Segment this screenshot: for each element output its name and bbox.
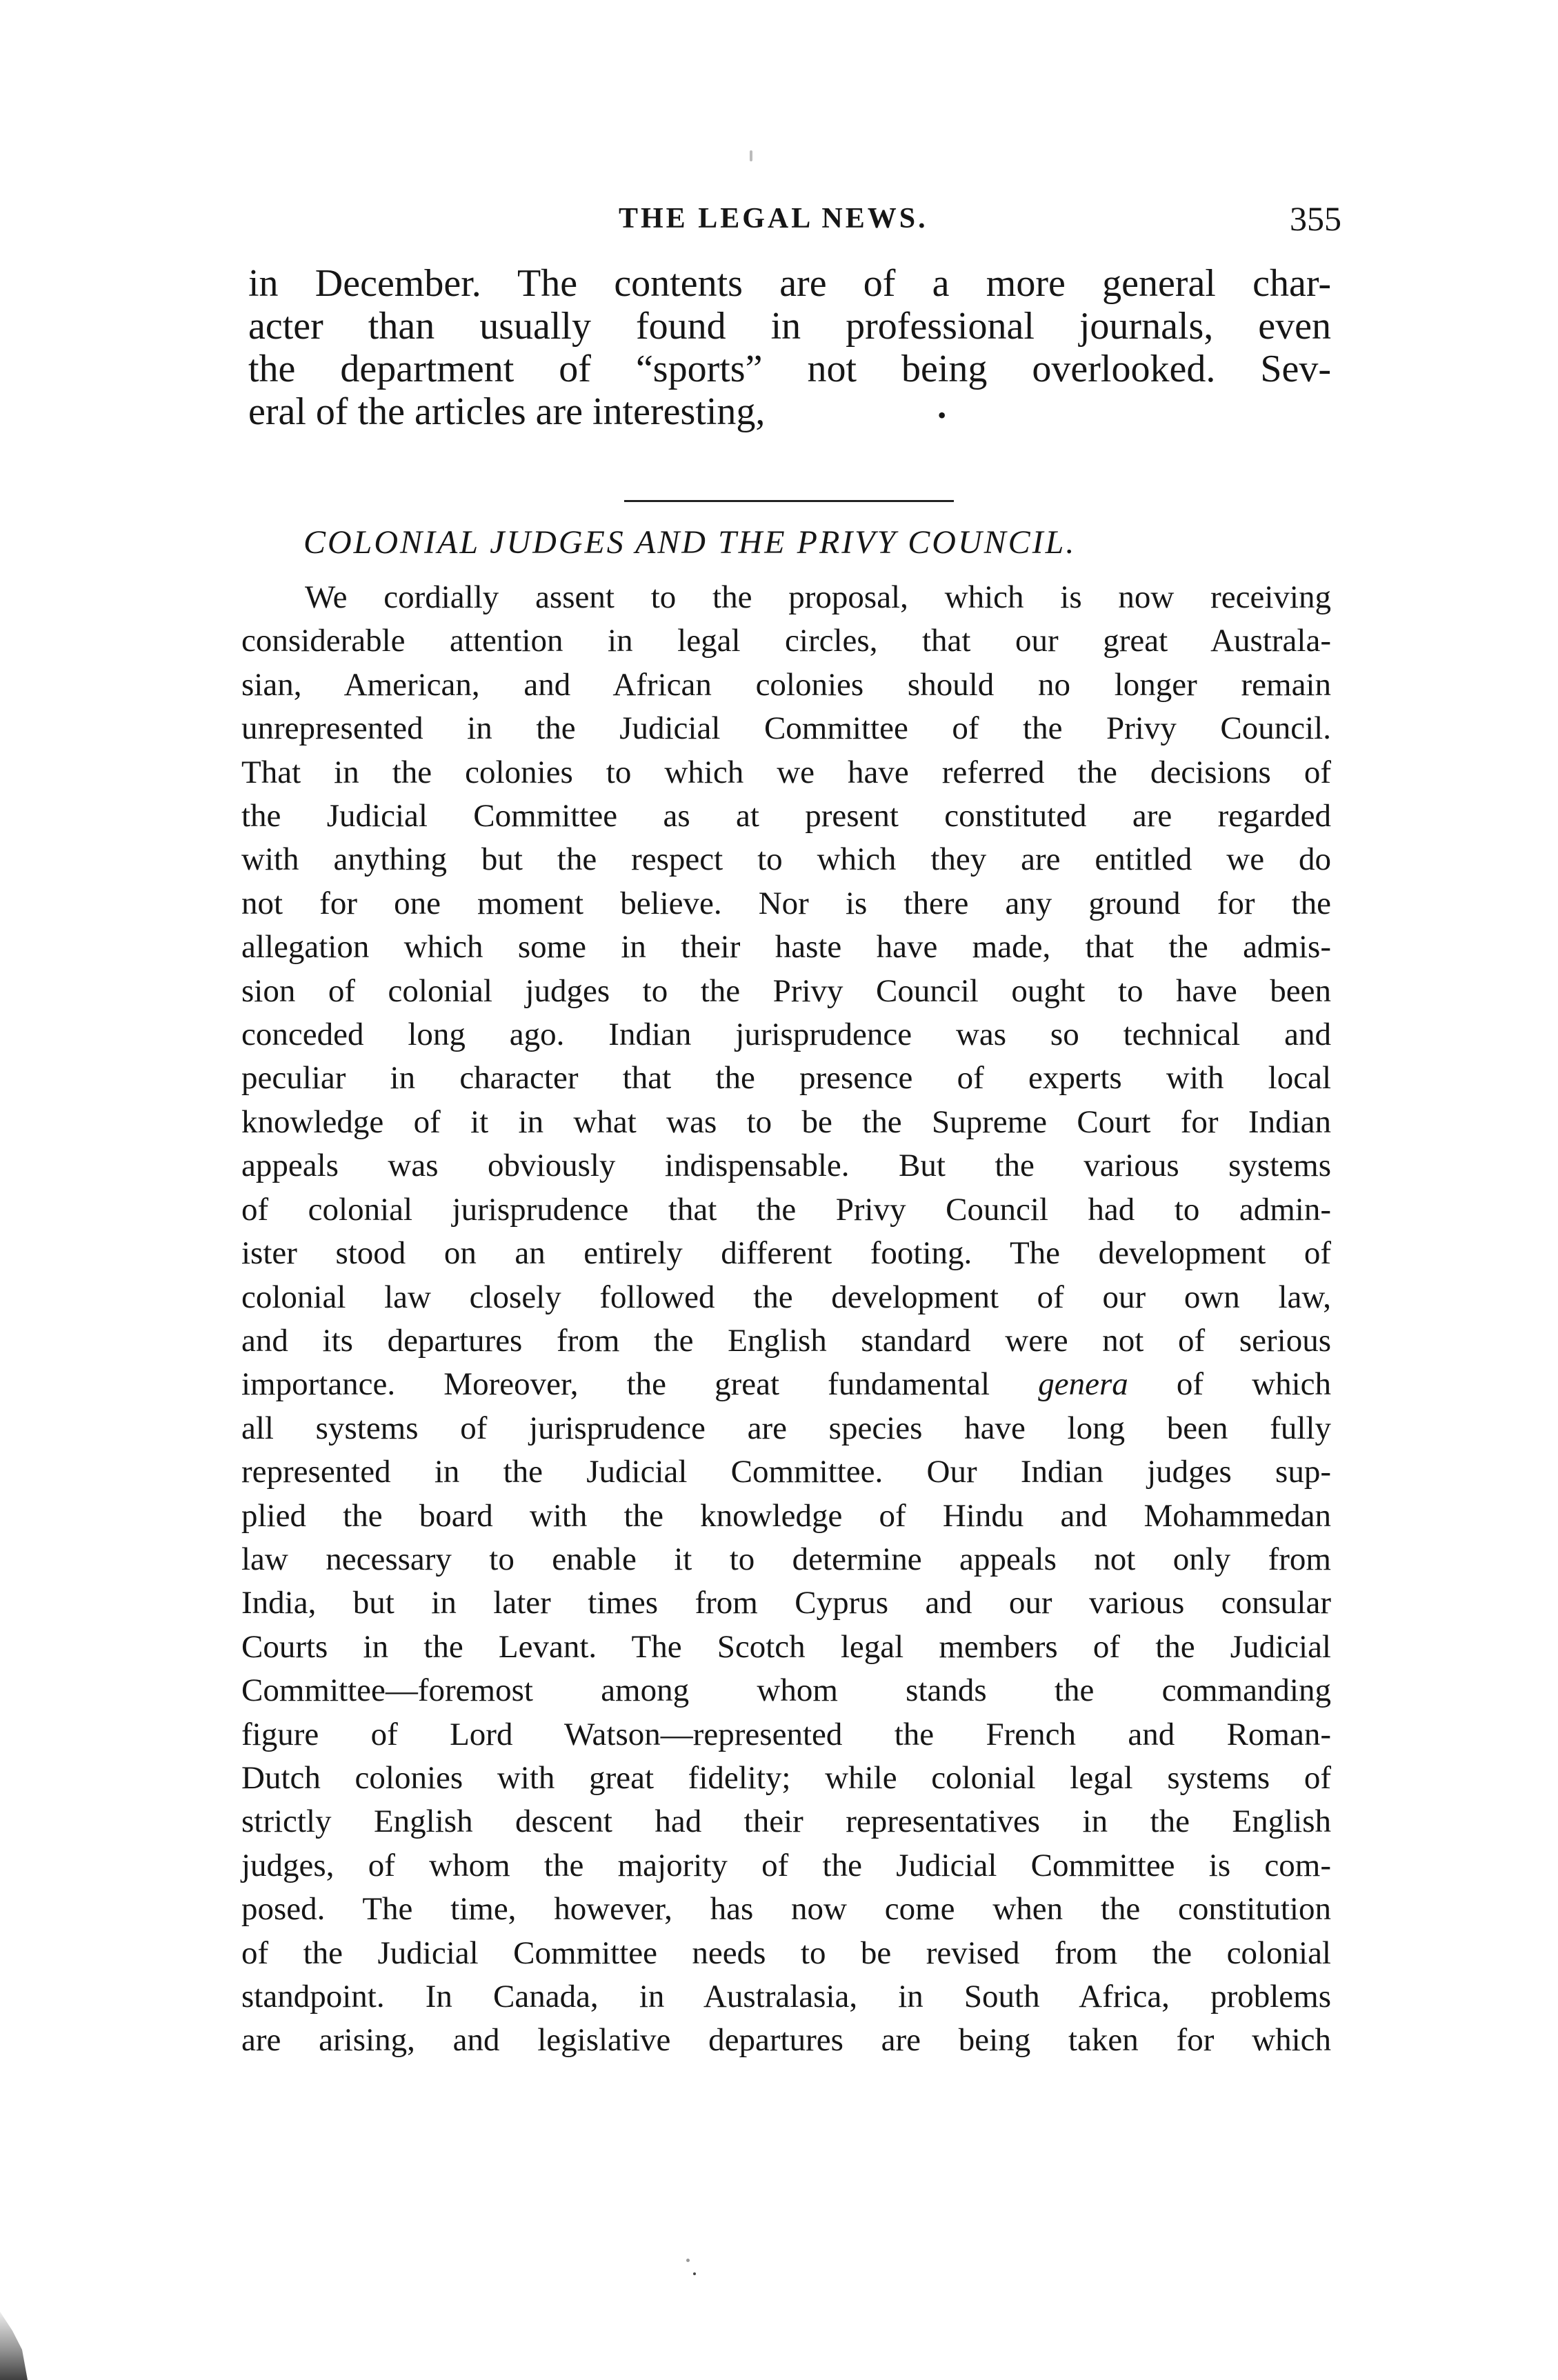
scan-edge-mark <box>0 2304 28 2380</box>
text-line: all systems of jurisprudence are species have long been fully <box>241 1410 1331 1446</box>
text-line: considerable attention in legal circles, that our great Australa- <box>241 623 1331 659</box>
scan-speck <box>693 2272 696 2275</box>
text-line: sion of colonial judges to the Privy Council ought to have been <box>241 972 1331 1009</box>
text-line: That in the colonies to which we have referred the decisions of <box>241 754 1331 790</box>
page-number: 355 <box>1290 199 1341 238</box>
text-line: Dutch colonies with great fidelity; while colonial legal systems of <box>241 1759 1331 1796</box>
text-line: of the Judicial Committee needs to be revised from the colonial <box>241 1934 1331 1971</box>
page-header <box>245 194 1341 243</box>
text-line: and its departures from the English standard were not of serious <box>241 1322 1331 1359</box>
text-line: allegation which some in their haste have made, that the admis- <box>241 929 1331 966</box>
text-line <box>241 1363 1331 1406</box>
text-line: Courts in the Levant. The Scotch legal members of the Judicial <box>241 1628 1331 1665</box>
text-line: judges, of whom the majority of the Judicial Committee is com- <box>241 1847 1331 1883</box>
intro-paragraph <box>248 262 1331 437</box>
text-line: We cordially assent to the proposal, which is now receiving <box>305 579 1331 615</box>
text-line: with anything but the respect to which they are entitled we do <box>241 841 1331 878</box>
text-line: knowledge of it in what was to be the Supreme Court for Indian <box>241 1103 1331 1140</box>
text-line: colonial law closely followed the development of our own law, <box>241 1279 1331 1315</box>
text-line: plied the board with the knowledge of Hindu and Mohammedan <box>241 1497 1331 1534</box>
text-line: represented in the Judicial Committee. Our Indian judges sup- <box>241 1454 1331 1490</box>
text-line: appeals was obviously indispensable. But the various systems <box>241 1148 1331 1184</box>
text-line: are arising, and legislative departures are being taken for which <box>241 2022 1331 2059</box>
text-line: of colonial jurisprudence that the Privy Council had to admin- <box>241 1191 1331 1228</box>
scan-speck <box>750 150 752 161</box>
text-line: the Judicial Committee as at present constituted are regarded <box>241 798 1331 834</box>
text-line: in December. The contents are of a more general char- <box>248 262 1331 305</box>
text-line <box>248 390 1331 437</box>
article-body <box>241 576 1331 2063</box>
text-line: law necessary to enable it to determine appeals not only from <box>241 1541 1331 1577</box>
section-divider <box>624 500 954 502</box>
running-title: THE LEGAL NEWS. <box>619 203 928 234</box>
text-line: unrepresented in the Judicial Committee of the Privy Council. <box>241 710 1331 747</box>
text-line: not for one moment believe. Nor is there any ground for the <box>241 885 1331 921</box>
section-heading: COLONIAL JUDGES AND THE PRIVY COUNCIL. <box>303 524 1077 561</box>
text-line: figure of Lord Watson—represented the French and Roman- <box>241 1716 1331 1752</box>
text-line: strictly English descent had their representatives in the English <box>241 1803 1331 1840</box>
text-fragment: importance. Moreover, the great fundamental <box>241 1366 990 1403</box>
text-line: the department of “sports” not being overlooked. Sev- <box>248 348 1331 390</box>
text-fragment: of which <box>1128 1366 1331 1403</box>
text-fragment: eral of the articles are interesting, <box>248 390 766 433</box>
text-line: standpoint. In Canada, in Australasia, in South Africa, problems <box>241 1979 1331 2014</box>
italic-term: genera <box>1038 1366 1128 1403</box>
text-line: sian, American, and African colonies should no longer remain <box>241 666 1331 703</box>
text-line: peculiar in character that the presence of experts with local <box>241 1060 1331 1097</box>
scan-speck <box>686 2259 690 2262</box>
text-line: Committee—foremost among whom stands the commanding <box>241 1672 1331 1709</box>
text-line: India, but in later times from Cyprus and our various consular <box>241 1585 1331 1621</box>
text-line: conceded long ago. Indian jurisprudence was so technical and <box>241 1017 1331 1053</box>
text-line: posed. The time, however, has now come when the constitution <box>241 1891 1331 1928</box>
bullet-mark: • <box>937 401 947 430</box>
text-line: ister stood on an entirely different footing. The development of <box>241 1235 1331 1272</box>
text-line: acter than usually found in professional journals, even <box>248 305 1331 348</box>
